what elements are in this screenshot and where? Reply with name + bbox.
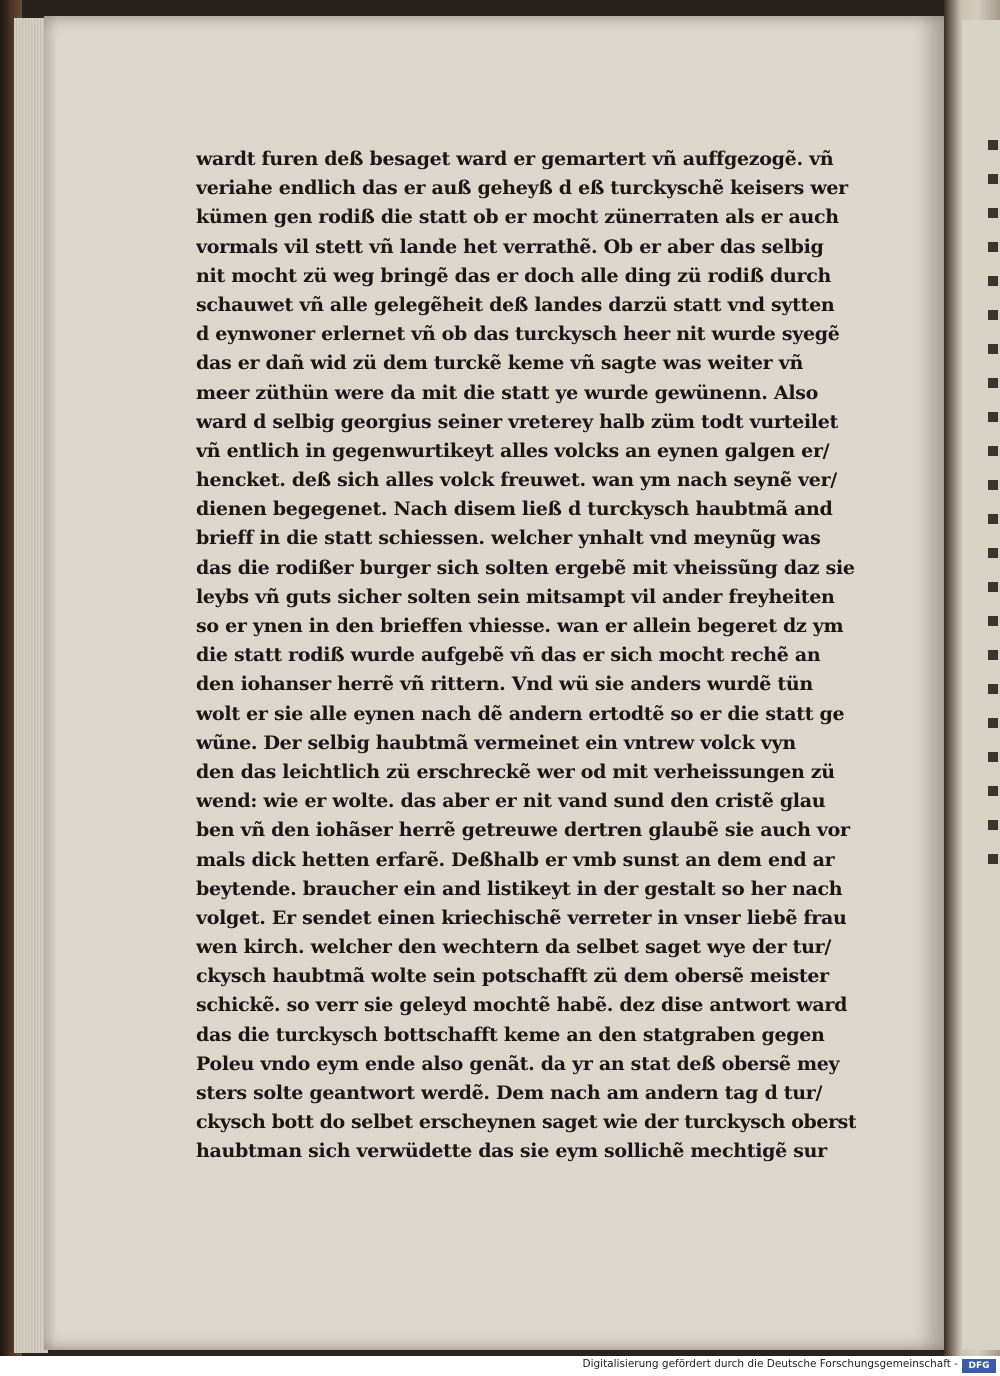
text-line: leybs vñ guts sicher solten sein mitsampt vil ander freyheiten [196, 585, 835, 608]
text-line: das er dañ wid zü dem turckẽ keme vñ sagte was weiter vñ [196, 352, 803, 375]
facing-page-text-fragments [988, 140, 998, 880]
text-line: nit mocht zü weg bringẽ das er doch alle ding zü rodiß durch [196, 264, 832, 287]
text-line: hencket. deß sich alles volck freuwet. wan ym nach seynẽ ver/ [196, 469, 837, 492]
text-line: beytende. braucher ein and listikeyt in der gestalt so her nach [196, 877, 843, 900]
dfg-logo: DFG [962, 1359, 996, 1373]
text-line: das die rodißer burger sich solten ergebẽ mit vheissũng daz sie [196, 556, 855, 579]
text-line: ward d selbig georgius seiner vreterey halb züm todt vurteilet [196, 410, 838, 433]
text-line: ckysch bott do selbet erscheynen saget wie der turckysch oberst [196, 1111, 856, 1134]
text-line: schickẽ. so verr sie geleyd mochtẽ habẽ. dez dise antwort ward [196, 994, 848, 1017]
text-line: Poleu vndo eym ende also genãt. da yr an stat deß obersẽ mey [196, 1052, 840, 1075]
page-edges [14, 18, 48, 1353]
text-line: ckysch haubtmã wolte sein potschafft zü dem obersẽ meister [196, 965, 829, 988]
text-line: kümen gen rodiß die statt ob er mocht zünerraten als er auch [196, 206, 839, 229]
text-line: so er ynen in den brieffen vhiesse. wan er allein begeret dz ym [196, 615, 844, 637]
text-line: wũne. Der selbig haubtmã vermeinet ein vntrew volck vyn [196, 731, 796, 754]
text-line: haubtman sich verwüdette das sie eym sollichẽ mechtigẽ sur [196, 1140, 827, 1163]
text-line: mals dick hetten erfarẽ. Deßhalb er vmb sunst an dem end ar [196, 848, 835, 871]
text-line: sters solte geantwort werdẽ. Dem nach am andern tag d tur/ [196, 1082, 823, 1104]
text-line: wend: wie er wolte. das aber er nit vand sund den cristẽ glau [196, 790, 826, 813]
text-line: d eynwoner erlernet vñ ob das turckysch heer nit wurde syegẽ [196, 323, 840, 346]
text-line: meer züthün were da mit die statt ye wurde gewünenn. Also [196, 381, 819, 404]
text-line: volget. Er sendet einen kriechischẽ verreter in vnser liebẽ frau [196, 906, 847, 929]
text-line: die statt rodiß wurde aufgebẽ vñ das er sich mocht rechẽ an [196, 644, 821, 667]
text-line: vñ entlich in gegenwurtikeyt alles volcks an eynen galgen er/ [196, 439, 830, 462]
text-line: den iohanser herrẽ vñ rittern. Vnd wü sie anders wurdẽ tün [196, 673, 813, 696]
text-line: dienen begegenet. Nach disem ließ d turckysch haubtmã and [196, 498, 833, 521]
text-line: wardt furen deß besaget ward er gemartert vñ auffgezogẽ. vñ [196, 148, 834, 170]
text-line: wen kirch. welcher den wechtern da selbet saget wye der tur/ [196, 936, 831, 959]
text-line: brieff in die statt schiessen. welcher ynhalt vnd meynũg was [196, 527, 821, 550]
text-line: vormals vil stett vñ lande het verrathẽ. Ob er aber das selbig [196, 235, 824, 258]
footer-credit: Digitalisierung gefördert durch die Deutsche Forschungsgemeinschaft - [582, 1358, 958, 1370]
text-line: ben vñ den iohãser herrẽ getreuwe dertren glaubẽ sie auch vor [196, 819, 850, 842]
page-text-block [196, 145, 856, 1167]
text-line: veriahe endlich das er auß geheyß d eß turckyschẽ keisers wer [196, 177, 848, 200]
footer-bar [0, 1356, 1000, 1376]
text-line: schauwet vñ alle gelegẽheit deß landes darzü statt vnd sytten [196, 293, 835, 316]
text-line: den das leichtlich zü erschreckẽ wer od mit verheissungen zü [196, 760, 835, 783]
text-line: das die turckysch bottschafft keme an den statgraben gegen [196, 1023, 825, 1046]
text-line: wolt er sie alle eynen nach dẽ andern ertodtẽ so er die statt ge [196, 702, 845, 725]
